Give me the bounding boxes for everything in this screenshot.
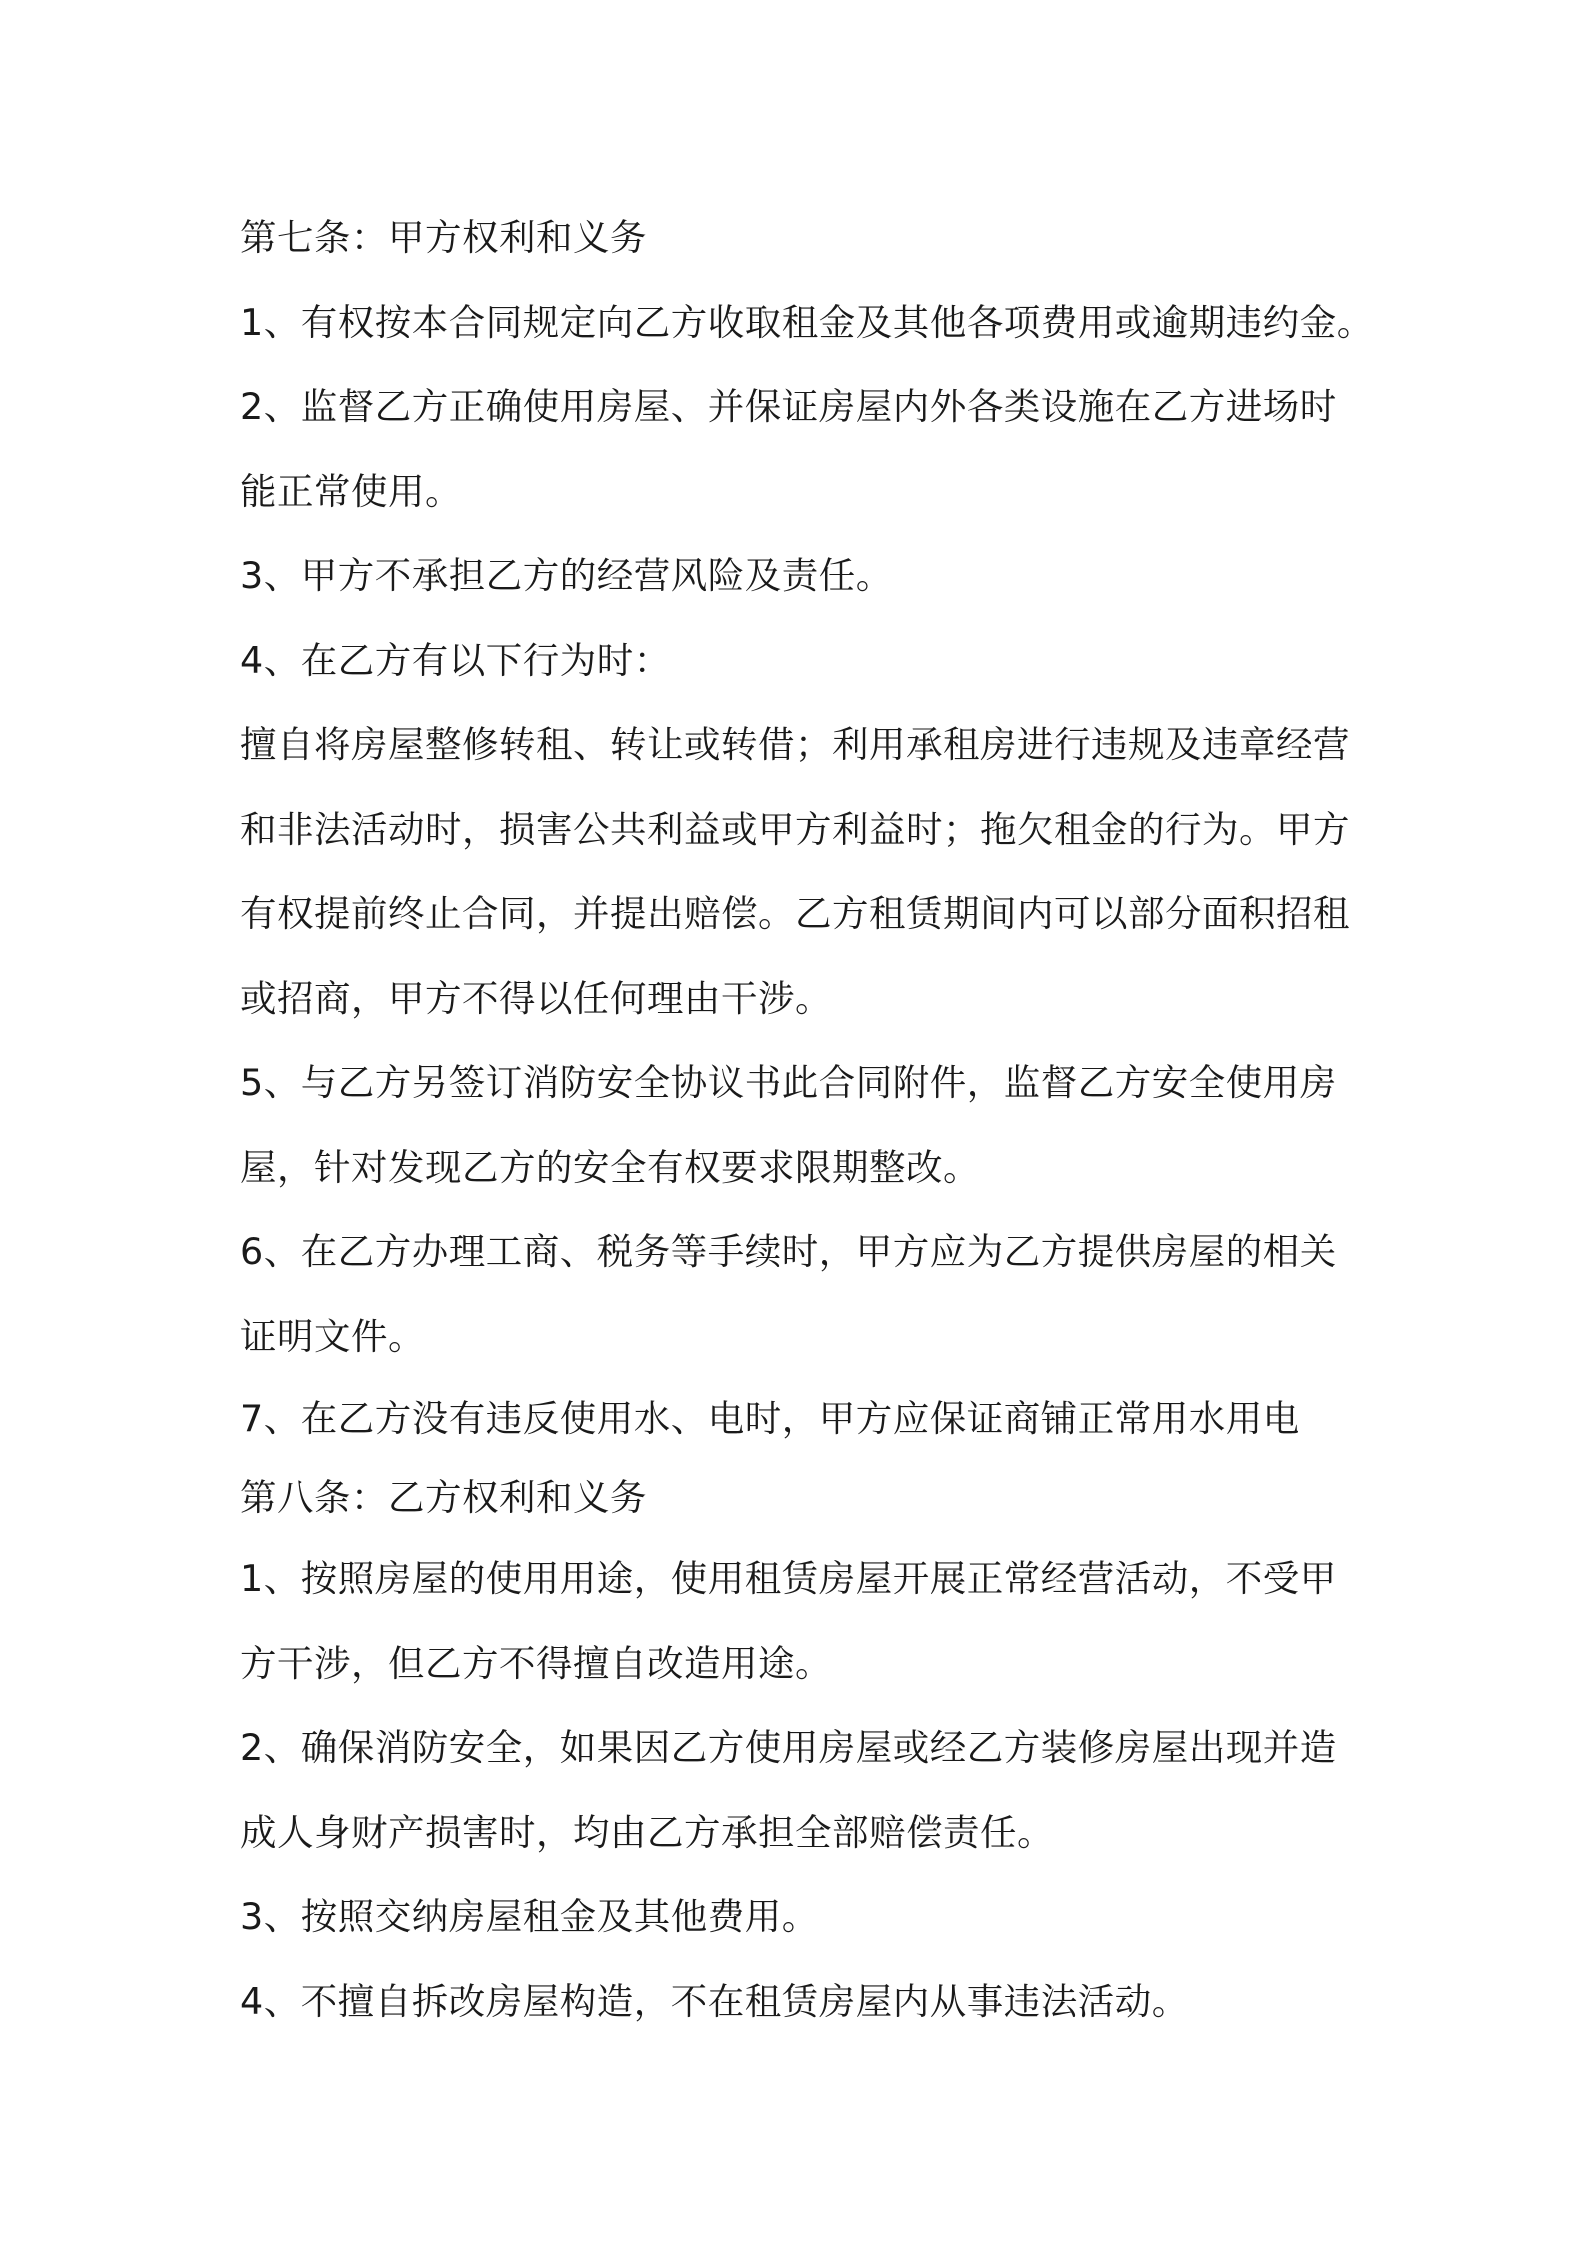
article-7-clause-6: 6、在乙方办理工商、税务等手续时，甲方应为乙方提供房屋的相关 <box>240 1230 1337 1273</box>
article-7-clause-4-text-2: 和非法活动时，损害公共利益或甲方利益时；拖欠租金的行为。甲方 <box>240 807 1350 851</box>
article-7-clause-2: 2、监督乙方正确使用房屋、并保证房屋内外各类设施在乙方进场时 <box>240 385 1337 428</box>
article-8-heading: 第八条：乙方权利和义务 <box>240 1476 647 1519</box>
article-7-clause-5: 5、与乙方另签订消防安全协议书此合同附件，监督乙方安全使用房 <box>240 1061 1337 1104</box>
article-8-clause-2: 2、确保消防安全，如果因乙方使用房屋或经乙方装修房屋出现并造 <box>240 1726 1337 1769</box>
article-7-heading: 第七条：甲方权利和义务 <box>240 216 647 259</box>
article-7-clause-6-cont: 证明文件。 <box>240 1314 425 1358</box>
article-7-clause-4-text-4: 或招商，甲方不得以任何理由干涉。 <box>240 976 832 1020</box>
document-body <box>240 196 1380 2044</box>
article-7-clause-7: 7、在乙方没有违反使用水、电时，甲方应保证商铺正常用水用电 <box>240 1397 1300 1440</box>
article-7-clause-3: 3、甲方不承担乙方的经营风险及责任。 <box>240 554 893 597</box>
article-7-clause-4-text-1: 擅自将房屋整修转租、转让或转借；利用承租房进行违规及违章经营 <box>240 723 1350 766</box>
article-8-clause-1-cont: 方干涉，但乙方不得擅自改造用途。 <box>240 1641 832 1685</box>
article-8-clause-2-cont: 成人身财产损害时，均由乙方承担全部赔偿责任。 <box>240 1810 1054 1854</box>
article-7-clause-4-text-3: 有权提前终止合同，并提出赔偿。乙方租赁期间内可以部分面积招租 <box>240 892 1350 935</box>
article-7-clause-5-cont: 屋，针对发现乙方的安全有权要求限期整改。 <box>240 1145 980 1189</box>
article-8-clause-3: 3、按照交纳房屋租金及其他费用。 <box>240 1895 819 1938</box>
article-8-clause-1: 1、按照房屋的使用用途，使用租赁房屋开展正常经营活动，不受甲 <box>240 1557 1337 1600</box>
article-7-clause-1: 1、有权按本合同规定向乙方收取租金及其他各项费用或逾期违约金。 <box>240 300 1374 344</box>
article-7-clause-2-cont: 能正常使用。 <box>240 469 462 513</box>
article-8-clause-4: 4、不擅自拆改房屋构造，不在租赁房屋内从事违法活动。 <box>240 1979 1189 2023</box>
article-7-clause-4: 4、在乙方有以下行为时： <box>240 638 671 682</box>
